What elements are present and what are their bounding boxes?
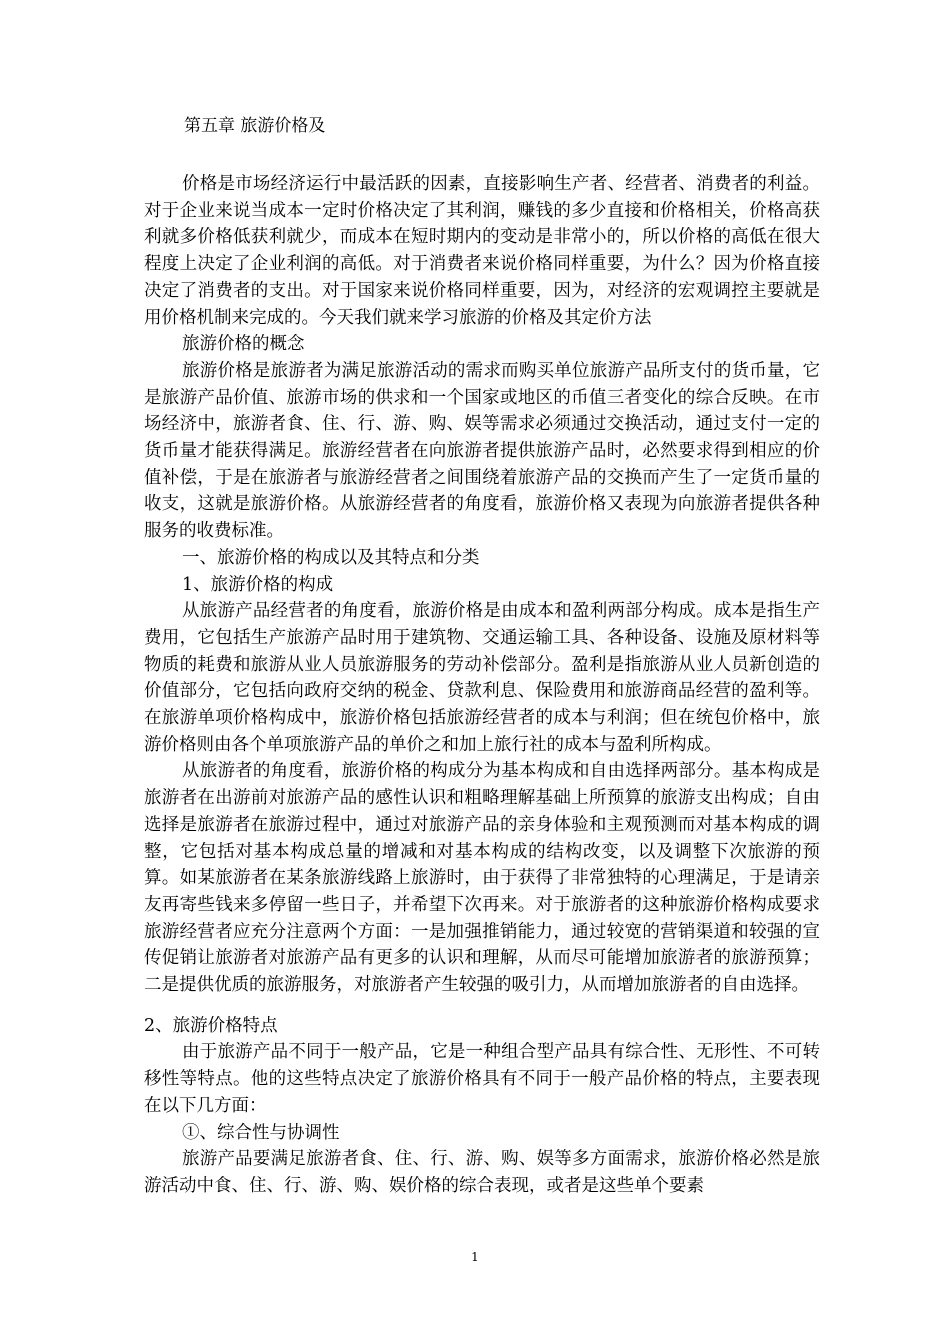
section-heading-1: 一、旅游价格的构成以及其特点和分类 <box>182 547 480 568</box>
composition-paragraph-2: 从旅游者的角度看，旅游价格的构成分为基本构成和自由选择两部分。基本构成是旅游者在出游前对旅游产品的感性认识和粗略理解基础上所预算的旅游支出构成；自由选择是旅游者在旅游过程中，通过对旅游产品的亲身体验和主观预测而对基本构成的调整，它包括对基本构成总量的增减和对基本构成的结构改变，以及调整下次旅游的预算。如某旅游者在某条旅游线路上旅游时，由于获得了非常独特的心理满足，于是请亲友再寄些钱来多停留一些日子，并希望下次再来。对于旅游者的这种旅游价格构成要求旅游经营者应充分注意两个方面：一是加强推销能力，通过较宽的营销渠道和较强的宣传促销让旅游者对旅游产品有更多的认识和理解，从而尽可能增加旅游者的旅游预算；二是提供优质的旅游服务，对旅游者产生较强的吸引力，从而增加旅游者的自由选择。 <box>144 761 820 996</box>
point-paragraph-1: 旅游产品要满足旅游者食、住、行、游、购、娱等多方面需求，旅游价格必然是旅游活动中食、住、行、游、购、娱价格的综合表现，或者是这些单个要素 <box>144 1149 820 1196</box>
concept-heading: 旅游价格的概念 <box>182 334 305 355</box>
features-paragraph: 由于旅游产品不同于一般产品，它是一种组合型产品具有综合性、无形性、不可转移性等特点。他的这些特点决定了旅游价格具有不同于一般产品价格的特点，主要表现在以下几方面： <box>144 1042 820 1116</box>
composition-paragraph-1: 从旅游产品经营者的角度看，旅游价格是由成本和盈利两部分构成。成本是指生产费用，它包括生产旅游产品时用于建筑物、交通运输工具、各种设备、设施及原材料等物质的耗费和旅游从业人员旅游服务的劳动补偿部分。盈利是指旅游从业人员新创造的价值部分，它包括向政府交纳的税金、贷款利息、保险费用和旅游商品经营的盈利等。在旅游单项价格构成中，旅游价格包括旅游经营者的成本与利润；但在统包价格中，旅游价格则由各个单项旅游产品的单价之和加上旅行社的成本与盈利所构成。 <box>144 601 820 755</box>
spacer <box>144 141 820 171</box>
concept-paragraph: 旅游价格是旅游者为满足旅游活动的需求而购买单位旅游产品所支付的货币量，它是旅游产品价值、旅游市场的供求和一个国家或地区的币值三者变化的综合反映。在市场经济中，旅游者食、住、行、游、购、娱等需求必须通过交换活动，通过支付一定的货币量才能获得满足。旅游经营者在向旅游者提供旅游产品时，必然要求得到相应的价值补偿，于是在旅游者与旅游经营者之间围绕着旅游产品的交换而产生了一定货币量的收支，这就是旅游价格。从旅游经营者的角度看，旅游价格又表现为向旅游者提供各种服务的收费标准。 <box>144 360 820 542</box>
page-number: 1 <box>471 1250 479 1264</box>
intro-paragraph: 价格是市场经济运行中最活跃的因素，直接影响生产者、经营者、消费者的利益。对于企业来说当成本一定时价格决定了其利润，赚钱的多少直接和价格相关，价格高获利就多价格低获利就少，而成本在短时期内的变动是非常小的，所以价格的高低在很大程度上决定了企业利润的高低。对于消费者来说价格同样重要，为什么？因为价格直接决定了消费者的支出。对于国家来说价格同样重要，因为，对经济的宏观调控主要就是用价格机制来完成的。今天我们就来学习旅游的价格及其定价方法 <box>144 174 820 328</box>
document-body <box>144 112 820 1200</box>
point-heading-1: ①、综合性与协调性 <box>182 1122 340 1143</box>
subsection-heading-2: 2、旅游价格特点 <box>144 1015 278 1036</box>
chapter-title: 第五章 旅游价格及 <box>184 116 326 136</box>
subsection-heading-1: 1、旅游价格的构成 <box>182 574 334 595</box>
spacer <box>144 999 820 1013</box>
